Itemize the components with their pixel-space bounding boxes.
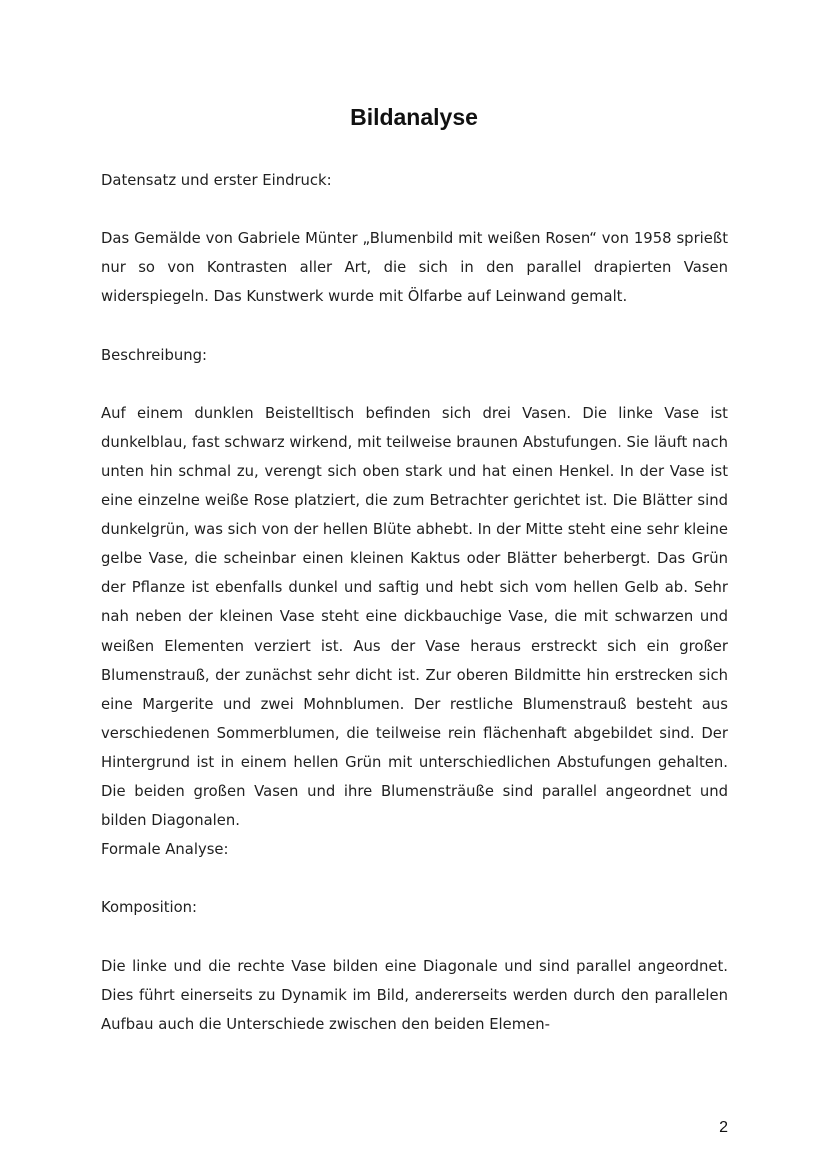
paragraph-datensatz: Das Gemälde von Gabriele Münter „Blumenbild mit weißen Rosen“ von 1958 sprießt nur so von Kontrasten aller Art, die sich in den parallel drapierten Vasen widerspiegeln. Das Kunstwerk wurde mit Ölfarbe auf Leinwand gemalt. xyxy=(101,230,728,306)
page-title: Bildanalyse xyxy=(350,104,478,130)
paragraph-beschreibung: Auf einem dunklen Beistelltisch befinden sich drei Vasen. Die linke Vase ist dunkelblau, fast schwarz wirkend, mit teilweise braunen Abstufungen. Sie läuft nach unten hin schmal zu, verengt sich oben stark und hat einen Henkel. In der Vase ist eine einzelne weiße Rose platziert, die zum Betrachter gerichtet ist. Die Blätter sind dunkelgrün, was sich von der hellen Blüte abhebt. In der Mitte steht eine sehr kleine gelbe Vase, die scheinbar einen kleinen Kaktus oder Blätter beherbergt. Das Grün der Pflanze ist ebenfalls dunkel und saftig und hebt sich vom hellen Gelb ab. Sehr nah neben der kleinen Vase steht eine dickbauchige Vase, die mit schwarzen und weißen Elementen verziert ist. Aus der Vase heraus erstreckt sich ein großer Blumenstrauß, der zunächst sehr dicht ist. Zur oberen Bildmitte hin erstrecken sich eine Margerite und zwei Mohnblumen. Der restliche Blumenstrauß besteht aus verschiedenen Sommerblumen, die teilweise rein flächenhaft abgebildet sind. Der Hintergrund ist in einem hellen Grün mit unterschiedlichen Abstufungen gehalten. Die beiden großen Vasen und ihre Blumensträuße sind parallel angeordnet und bilden Diagonalen. xyxy=(101,404,728,830)
section-heading-beschreibung: Beschreibung: xyxy=(101,346,207,364)
paragraph-gap xyxy=(101,864,728,893)
paragraph-gap xyxy=(101,922,728,951)
document-body xyxy=(101,166,728,1039)
paragraph-gap xyxy=(101,311,728,340)
page-number: 2 xyxy=(719,1119,728,1136)
paragraph-gap xyxy=(101,195,728,224)
section-heading-datensatz: Datensatz und erster Eindruck: xyxy=(101,172,332,189)
section-heading-komposition: Komposition: xyxy=(101,899,198,917)
paragraph-komposition: Die linke und die rechte Vase bilden eine Diagonale und sind parallel angeordnet. Dies führt einerseits zu Dynamik im Bild, andererseits werden durch den parallelen Aufbau auch die Unterschiede zwischen den beiden Elemen- xyxy=(101,957,728,1033)
paragraph-gap xyxy=(101,370,728,399)
section-heading-formale-analyse: Formale Analyse: xyxy=(101,841,229,859)
